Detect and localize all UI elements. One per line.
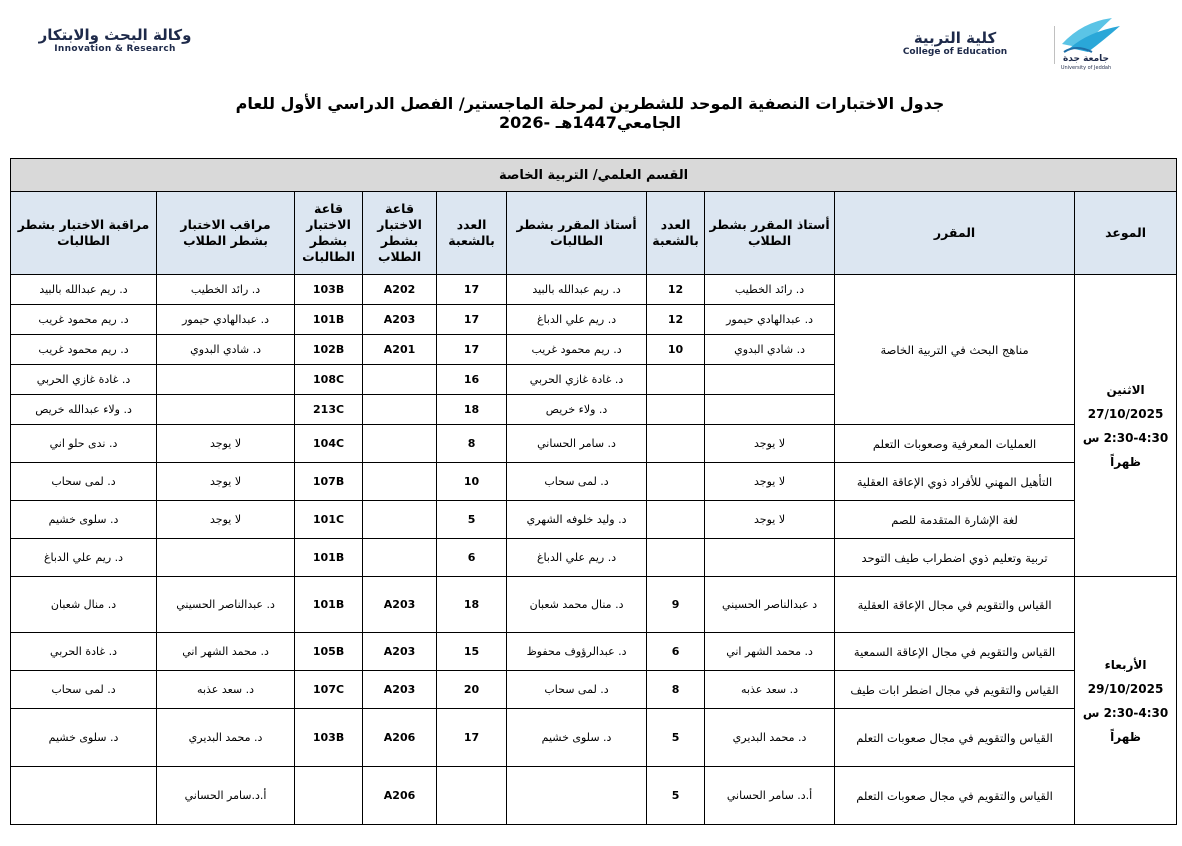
instructor-male: د. سعد عذبه — [705, 671, 835, 709]
day-date: 27/10/2025 — [1087, 406, 1164, 421]
page-title: جدول الاختبارات النصفية الموحد للشطرين لمرحلة الماجستير/ الفصل الدراسي الأول للعام الجامعي1447هـ -2026 — [235, 94, 945, 132]
instructor-female: د. ولاء خريص — [507, 395, 647, 425]
course-cell: التأهيل المهني للأفراد ذوي الإعاقة العقلية — [835, 463, 1075, 501]
instructor-male: د. شادي البدوي — [705, 335, 835, 365]
proctor-female: د. لمى سحاب — [11, 671, 157, 709]
proctor-male: لا يوجد — [157, 425, 295, 463]
course-cell: القياس والتقويم في مجال الإعاقة السمعية — [835, 633, 1075, 671]
count-male: 6 — [647, 633, 705, 671]
room-female: 108C — [295, 365, 363, 395]
instructor-male — [705, 365, 835, 395]
table-row — [11, 633, 1177, 671]
col-proctor-female: مراقبة الاختبار بشطر الطالبات — [11, 192, 157, 275]
instructor-female: د. سلوى خشيم — [507, 709, 647, 767]
table-row — [11, 275, 1177, 305]
count-female: 20 — [437, 671, 507, 709]
room-female: 107C — [295, 671, 363, 709]
count-male — [647, 425, 705, 463]
day-time: 2:30-4:30 س — [1082, 705, 1169, 720]
proctor-female: د. ولاء عبدالله خريص — [11, 395, 157, 425]
col-count-male: العدد بالشعبة — [647, 192, 705, 275]
college-name-english: College of Education — [902, 47, 1008, 57]
count-female: 17 — [437, 335, 507, 365]
room-female: 107B — [295, 463, 363, 501]
instructor-female: د. ريم علي الدباغ — [507, 305, 647, 335]
innovation-research-logo — [30, 26, 200, 54]
course-cell: القياس والتقويم في مجال صعوبات التعلم — [835, 709, 1075, 767]
instructor-male: د. عبدالهادي حيمور — [705, 305, 835, 335]
header-row — [11, 192, 1177, 275]
count-female: 15 — [437, 633, 507, 671]
room-female: 101C — [295, 501, 363, 539]
proctor-female: د. غادة الحربي — [11, 633, 157, 671]
day-date: 29/10/2025 — [1087, 681, 1164, 696]
room-male: A203 — [363, 305, 437, 335]
count-male: 12 — [647, 305, 705, 335]
room-male: A201 — [363, 335, 437, 365]
day-cell-monday — [1075, 275, 1177, 577]
count-male: 5 — [647, 709, 705, 767]
course-cell: القياس والتقويم في مجال صعوبات التعلم — [835, 767, 1075, 825]
proctor-male: أ.د.سامر الحساني — [157, 767, 295, 825]
col-proctor-male: مراقب الاختبار بشطر الطلاب — [157, 192, 295, 275]
proctor-male — [157, 395, 295, 425]
room-male — [363, 365, 437, 395]
proctor-male: د. عبدالناصر الحسيني — [157, 577, 295, 633]
instructor-female: د. وليد خلوفه الشهري — [507, 501, 647, 539]
course-cell: تربية وتعليم ذوي اضطراب طيف التوحد — [835, 539, 1075, 577]
count-male: 10 — [647, 335, 705, 365]
room-female: 213C — [295, 395, 363, 425]
instructor-male — [705, 539, 835, 577]
proctor-female: د. ريم محمود غريب — [11, 305, 157, 335]
instructor-male: لا يوجد — [705, 463, 835, 501]
day-period: ظهراً — [1110, 454, 1141, 469]
instructor-male: د. رائد الخطيب — [705, 275, 835, 305]
room-female: 105B — [295, 633, 363, 671]
count-female: 17 — [437, 709, 507, 767]
proctor-female — [11, 767, 157, 825]
day-name: الأربعاء — [1104, 657, 1147, 672]
room-female — [295, 767, 363, 825]
instructor-female: د. منال محمد شعبان — [507, 577, 647, 633]
instructor-female: د. ريم علي الدباغ — [507, 539, 647, 577]
room-male — [363, 501, 437, 539]
room-female: 102B — [295, 335, 363, 365]
count-female: 17 — [437, 305, 507, 335]
table-row — [11, 671, 1177, 709]
table-row — [11, 425, 1177, 463]
room-male: A203 — [363, 577, 437, 633]
instructor-male: لا يوجد — [705, 425, 835, 463]
count-female: 17 — [437, 275, 507, 305]
course-cell: مناهج البحث في التربية الخاصة — [835, 275, 1075, 425]
course-cell: القياس والتقويم في مجال اضطر ابات طيف — [835, 671, 1075, 709]
table-row — [11, 709, 1177, 767]
instructor-male: د. محمد البديري — [705, 709, 835, 767]
day-period: ظهراً — [1110, 729, 1141, 744]
innovation-logo-english: Innovation & Research — [54, 44, 176, 54]
count-male: 9 — [647, 577, 705, 633]
col-instructor-female: أستاذ المقرر بشطر الطالبات — [507, 192, 647, 275]
col-count-female: العدد بالشعبة — [437, 192, 507, 275]
room-male: A203 — [363, 633, 437, 671]
college-name-arabic: كلية التربية — [913, 29, 997, 47]
count-male — [647, 365, 705, 395]
count-female: 8 — [437, 425, 507, 463]
col-instructor-male: أستاذ المقرر بشطر الطلاب — [705, 192, 835, 275]
count-female: 6 — [437, 539, 507, 577]
instructor-female: د. غادة غازي الحربي — [507, 365, 647, 395]
col-time: الموعد — [1075, 192, 1177, 275]
count-female: 16 — [437, 365, 507, 395]
room-female: 101B — [295, 305, 363, 335]
table-row — [11, 577, 1177, 633]
course-cell: العمليات المعرفية وصعوبات التعلم — [835, 425, 1075, 463]
col-room-male: قاعة الاختبار بشطر الطلاب — [363, 192, 437, 275]
room-male — [363, 395, 437, 425]
instructor-female: د. لمى سحاب — [507, 463, 647, 501]
room-male — [363, 463, 437, 501]
instructor-female: د. ريم عبدالله بالبيد — [507, 275, 647, 305]
instructor-female: د. سامر الحساني — [507, 425, 647, 463]
room-female: 103B — [295, 709, 363, 767]
count-male: 8 — [647, 671, 705, 709]
proctor-male: د. محمد البديري — [157, 709, 295, 767]
proctor-female: د. لمى سحاب — [11, 463, 157, 501]
proctor-male: د. محمد الشهر اني — [157, 633, 295, 671]
room-female: 104C — [295, 425, 363, 463]
university-logo-icon — [1042, 14, 1130, 70]
col-room-female: قاعة الاختبار بشطر الطالبات — [295, 192, 363, 275]
college-logo — [902, 14, 1130, 70]
room-female: 103B — [295, 275, 363, 305]
day-cell-wednesday — [1075, 577, 1177, 825]
col-course: المقرر — [835, 192, 1075, 275]
course-cell: القياس والتقويم في مجال الإعاقة العقلية — [835, 577, 1075, 633]
proctor-male: لا يوجد — [157, 501, 295, 539]
room-male: A203 — [363, 671, 437, 709]
proctor-male: د. رائد الخطيب — [157, 275, 295, 305]
count-male — [647, 463, 705, 501]
count-female: 18 — [437, 395, 507, 425]
room-male — [363, 425, 437, 463]
count-male — [647, 501, 705, 539]
instructor-male: د. محمد الشهر اني — [705, 633, 835, 671]
instructor-male: لا يوجد — [705, 501, 835, 539]
table-row — [11, 767, 1177, 825]
university-name-arabic: جامعة جدة — [1062, 54, 1110, 64]
count-female — [437, 767, 507, 825]
university-name-english: University of Jeddah — [1060, 65, 1112, 70]
proctor-male — [157, 539, 295, 577]
instructor-female: د. لمى سحاب — [507, 671, 647, 709]
count-female: 5 — [437, 501, 507, 539]
proctor-female: د. ريم عبدالله بالبيد — [11, 275, 157, 305]
instructor-male: أ.د. سامر الحساني — [705, 767, 835, 825]
proctor-female: د. ندى حلو اني — [11, 425, 157, 463]
room-female: 101B — [295, 539, 363, 577]
table-row — [11, 539, 1177, 577]
room-male: A206 — [363, 767, 437, 825]
proctor-female: د. ريم محمود غريب — [11, 335, 157, 365]
count-male — [647, 395, 705, 425]
instructor-female: د. ريم محمود غريب — [507, 335, 647, 365]
proctor-female: د. سلوى خشيم — [11, 709, 157, 767]
proctor-female: د. ريم علي الدباغ — [11, 539, 157, 577]
table-row — [11, 501, 1177, 539]
proctor-female: د. منال شعبان — [11, 577, 157, 633]
count-male — [647, 539, 705, 577]
department-title: القسم العلمي/ التربية الخاصة — [11, 159, 1177, 192]
room-male: A202 — [363, 275, 437, 305]
proctor-female: د. سلوى خشيم — [11, 501, 157, 539]
room-male — [363, 539, 437, 577]
day-time: 2:30-4:30 س — [1082, 430, 1169, 445]
college-name — [900, 29, 1010, 57]
proctor-male: د. شادي البدوي — [157, 335, 295, 365]
room-female: 101B — [295, 577, 363, 633]
count-male: 12 — [647, 275, 705, 305]
count-female: 18 — [437, 577, 507, 633]
day-name: الاثنين — [1106, 382, 1145, 397]
proctor-male: لا يوجد — [157, 463, 295, 501]
room-male: A206 — [363, 709, 437, 767]
instructor-female: د. عبدالرؤوف محفوظ — [507, 633, 647, 671]
proctor-male: د. سعد عذبه — [157, 671, 295, 709]
proctor-female: د. غادة غازي الحربي — [11, 365, 157, 395]
table-row — [11, 463, 1177, 501]
proctor-male — [157, 365, 295, 395]
instructor-male: د عبدالناصر الحسيني — [705, 577, 835, 633]
instructor-female — [507, 767, 647, 825]
proctor-male: د. عبدالهادي حيمور — [157, 305, 295, 335]
innovation-logo-arabic: وكالة البحث والابتكار — [38, 26, 192, 44]
course-cell: لغة الإشارة المتقدمة للصم — [835, 501, 1075, 539]
department-row — [11, 159, 1177, 192]
exam-schedule-table — [10, 158, 1177, 825]
count-male: 5 — [647, 767, 705, 825]
instructor-male — [705, 395, 835, 425]
count-female: 10 — [437, 463, 507, 501]
